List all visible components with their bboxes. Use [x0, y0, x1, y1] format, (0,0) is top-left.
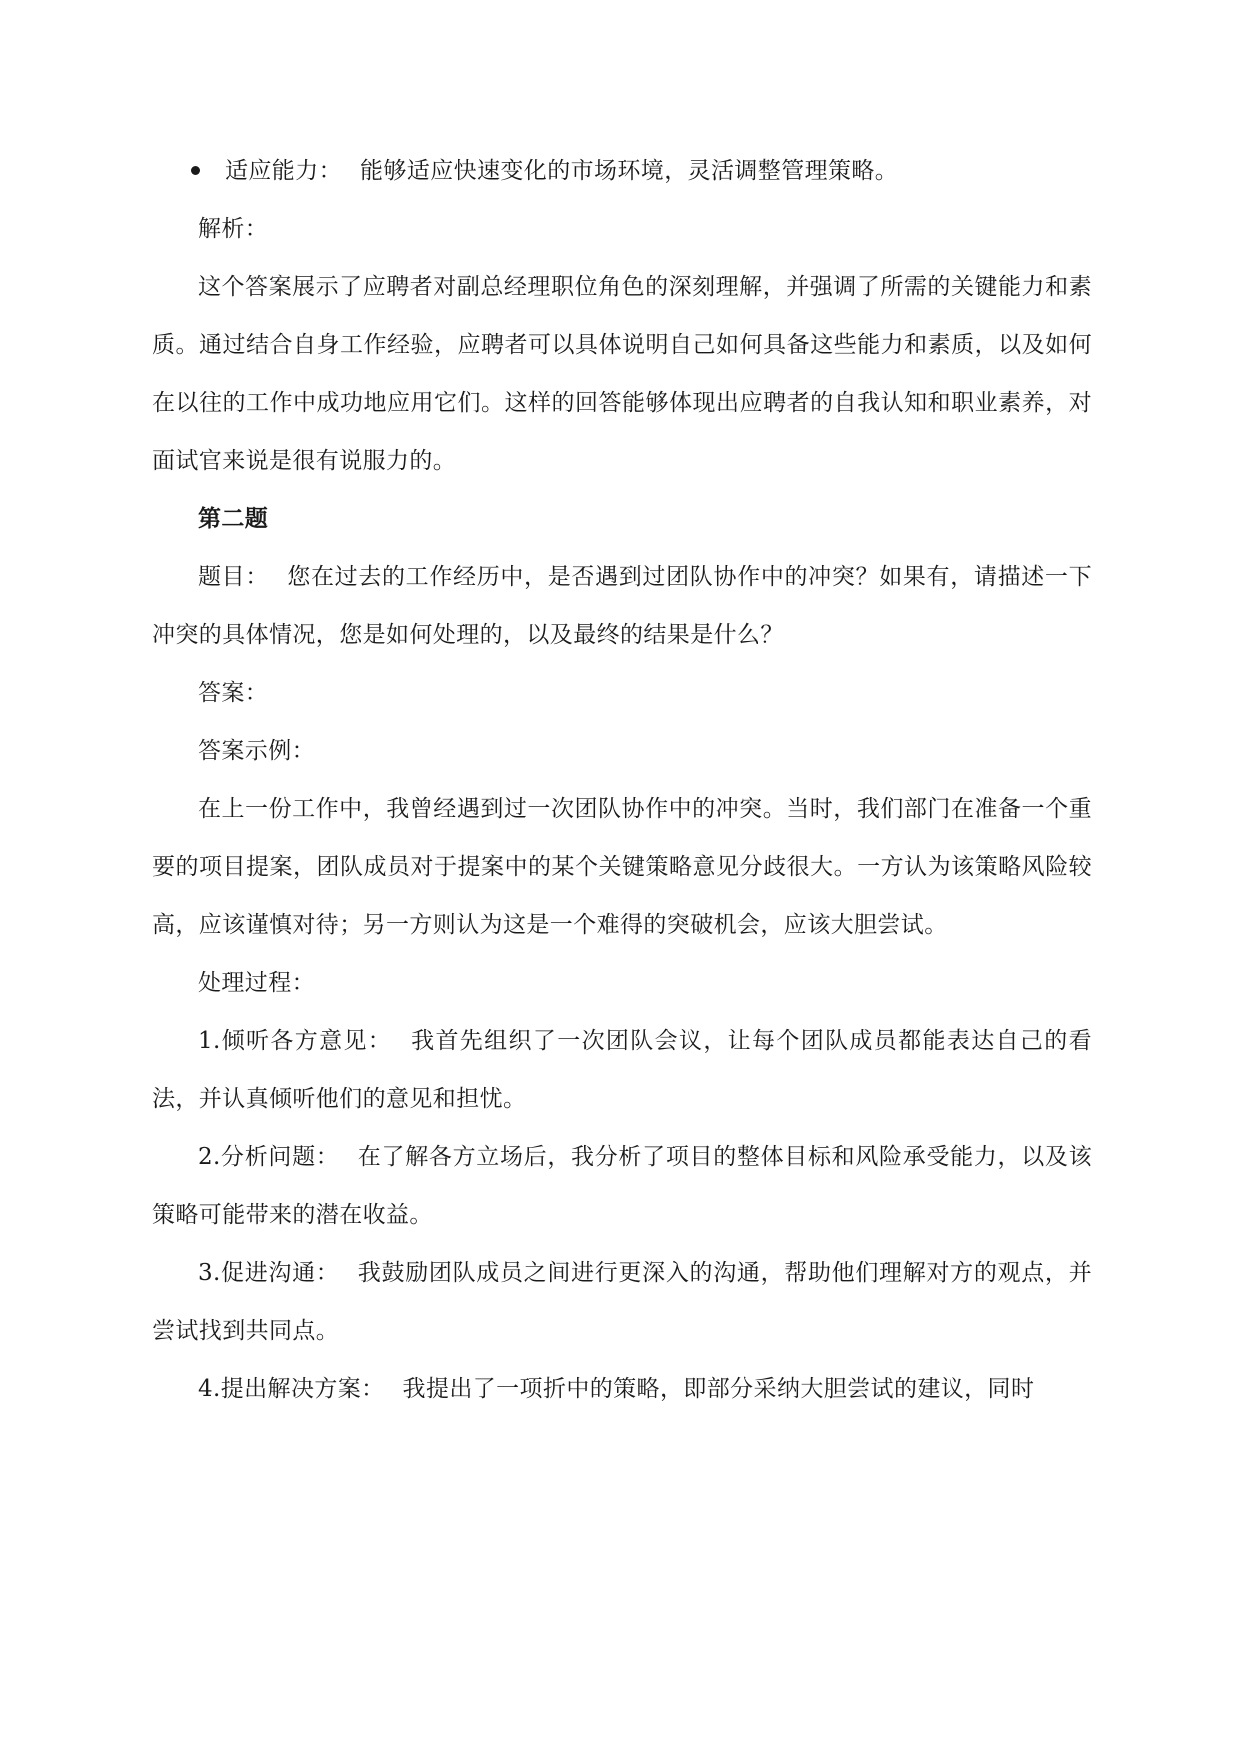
- example-label: 答案示例：: [198, 738, 315, 764]
- question-paragraph: [152, 548, 1092, 664]
- bullet-text: 能够适应快速变化的市场环境，灵活调整管理策略。: [360, 158, 899, 184]
- step-text: 我提出了一项折中的策略，即部分采纳大胆尝试的建议，同时: [402, 1376, 1035, 1402]
- bullet-dot-icon: [191, 166, 200, 175]
- analysis-label: 解析：: [198, 216, 269, 242]
- step-label: 4.提出解决方案：: [198, 1376, 385, 1402]
- example-paragraph: 在上一份工作中，我曾经遇到过一次团队协作中的冲突。当时，我们部门在准备一个重要的项目提案，团队成员对于提案中的某个关键策略意见分歧很大。一方认为该策略风险较高，应该谨慎对待；另一方则认为这是一个难得的突破机会，应该大胆尝试。: [152, 796, 1092, 938]
- section-title: 第二题: [198, 505, 269, 532]
- step-item: [152, 1128, 1092, 1244]
- question-text: 您在过去的工作经历中，是否遇到过团队协作中的冲突？如果有，请描述一下冲突的具体情况，您是如何处理的，以及最终的结果是什么？: [152, 564, 1092, 648]
- step-label: 3.促进沟通：: [198, 1260, 340, 1286]
- bullet-item-adaptability: [152, 142, 1092, 200]
- step-label: 1.倾听各方意见：: [198, 1028, 393, 1054]
- step-text: 在了解各方立场后，我分析了项目的整体目标和风险承受能力，以及该策略可能带来的潜在收益。: [152, 1144, 1093, 1228]
- document-body: [152, 142, 1092, 1418]
- answer-label: 答案：: [198, 680, 269, 706]
- question-label: 题目：: [198, 564, 270, 590]
- step-text: 我首先组织了一次团队会议，让每个团队成员都能表达自己的看法，并认真倾听他们的意见和担忧。: [152, 1028, 1092, 1112]
- process-label: 处理过程：: [198, 970, 315, 996]
- step-item: [152, 1012, 1092, 1128]
- analysis-paragraph: 这个答案展示了应聘者对副总经理职位角色的深刻理解，并强调了所需的关键能力和素质。通过结合自身工作经验，应聘者可以具体说明自己如何具备这些能力和素质，以及如何在以往的工作中成功地应用它们。这样的回答能够体现出应聘者的自我认知和职业素养，对面试官来说是很有说服力的。: [152, 274, 1092, 474]
- bullet-label: 适应能力：: [225, 158, 342, 184]
- step-label: 2.分析问题：: [198, 1144, 340, 1170]
- step-item: [152, 1244, 1092, 1360]
- step-item: [152, 1360, 1092, 1418]
- step-text: 我鼓励团队成员之间进行更深入的沟通，帮助他们理解对方的观点，并尝试找到共同点。: [152, 1260, 1093, 1344]
